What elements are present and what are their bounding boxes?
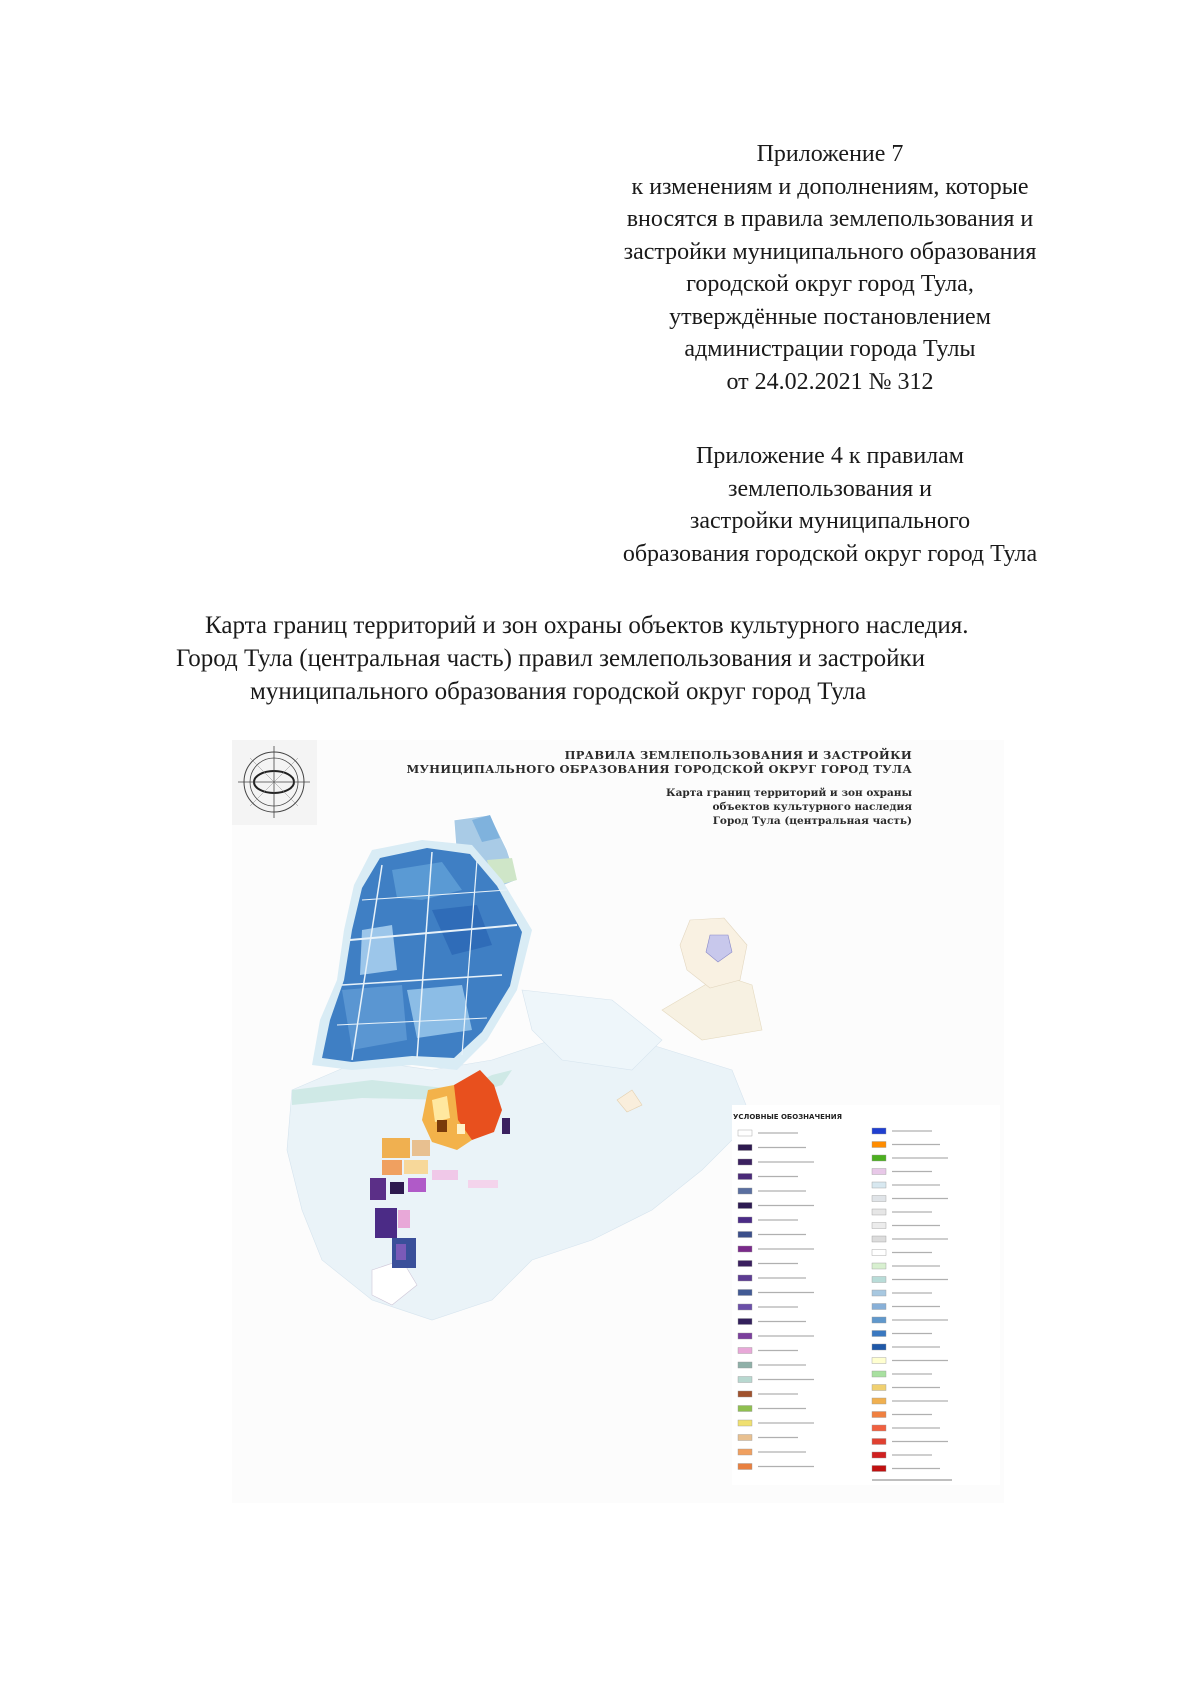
legend-swatch: [872, 1290, 886, 1296]
appendix-7-line: утверждённые постановлением: [669, 303, 991, 330]
compass-rose-icon: [232, 740, 317, 825]
map-sheet-subtitle-line: Город Тула (центральная часть): [712, 815, 912, 827]
legend-swatch: [872, 1155, 886, 1161]
legend-swatch: [872, 1128, 886, 1134]
map-sheet-title-line: МУНИЦИПАЛЬНОГО ОБРАЗОВАНИЯ ГОРОДСКОЙ ОКРУГ ГОРОД ТУЛА: [406, 762, 912, 776]
map-title-line: Город Тула (центральная часть) правил землепользования и застройки: [176, 645, 926, 672]
legend-swatch: [872, 1277, 886, 1283]
legend-swatch: [738, 1174, 752, 1180]
legend-swatch: [872, 1452, 886, 1458]
legend-swatch: [872, 1371, 886, 1377]
legend-swatch: [872, 1196, 886, 1202]
appendix-4-line: Приложение 4 к правилам: [696, 443, 964, 469]
map-drawing: [232, 740, 1004, 1503]
legend-swatch: [872, 1209, 886, 1215]
legend-swatch: [738, 1290, 752, 1296]
legend-heading: УСЛОВНЫЕ ОБОЗНАЧЕНИЯ: [733, 1113, 842, 1121]
legend-swatch: [872, 1439, 886, 1445]
appendix-4-header: [585, 440, 1075, 570]
legend-swatch: [738, 1188, 752, 1194]
map-image: [232, 740, 1004, 1503]
map-sheet-title-line: ПРАВИЛА ЗЕМЛЕПОЛЬЗОВАНИЯ И ЗАСТРОЙКИ: [564, 748, 912, 762]
legend-swatch: [872, 1412, 886, 1418]
appendix-7-line: застройки муниципального образования: [623, 238, 1037, 265]
legend-swatch: [738, 1464, 752, 1470]
legend-swatch: [872, 1304, 886, 1310]
appendix-7-line: Приложение 7: [756, 141, 904, 167]
legend-swatch: [872, 1236, 886, 1242]
appendix-7-line: от 24.02.2021 № 312: [726, 368, 934, 395]
legend-swatch: [738, 1420, 752, 1426]
legend-swatch: [738, 1391, 752, 1397]
legend-swatch: [872, 1344, 886, 1350]
legend-swatch: [738, 1406, 752, 1412]
legend-swatch: [738, 1319, 752, 1325]
map-sheet-title: [406, 748, 912, 776]
legend-swatch: [738, 1377, 752, 1383]
appendix-7-line: к изменениям и дополнениям, которые: [631, 173, 1029, 200]
legend-swatch: [738, 1362, 752, 1368]
legend-swatch: [872, 1425, 886, 1431]
legend-swatch: [738, 1159, 752, 1165]
legend-swatch: [738, 1261, 752, 1267]
appendix-4-line: застройки муниципального: [689, 508, 971, 534]
legend-swatch: [738, 1130, 752, 1136]
legend-swatch: [872, 1358, 886, 1364]
legend-swatch: [738, 1333, 752, 1339]
appendix-7-line: городской округ город Тула,: [686, 271, 974, 297]
legend-swatch: [872, 1466, 886, 1472]
appendix-7-line: вносятся в правила землепользования и: [626, 206, 1034, 232]
legend-swatch: [738, 1435, 752, 1441]
legend-swatch: [872, 1385, 886, 1391]
map-sheet-subtitle: [666, 786, 912, 828]
appendix-4-line: образования городской округ город Тула: [622, 540, 1038, 567]
east-zone: [680, 918, 747, 988]
legend-swatch: [738, 1217, 752, 1223]
legend-swatch: [738, 1203, 752, 1209]
legend-swatch: [872, 1250, 886, 1256]
map-title: [100, 609, 1100, 708]
legend-swatch: [872, 1182, 886, 1188]
legend-swatch: [872, 1263, 886, 1269]
map-sheet-subtitle-line: Карта границ территорий и зон охраны: [666, 787, 912, 799]
appendix-7-header: [585, 138, 1075, 398]
appendix-7-line: администрации города Тулы: [684, 336, 976, 362]
legend-swatch: [872, 1169, 886, 1175]
legend-swatch: [872, 1142, 886, 1148]
map-sheet-subtitle-line: объектов культурного наследия: [712, 801, 912, 813]
legend-swatch: [738, 1449, 752, 1455]
legend-swatch: [738, 1304, 752, 1310]
appendix-4-line: землепользования и: [728, 475, 932, 502]
map-title-line: Карта границ территорий и зон охраны объектов культурного наследия.: [205, 612, 969, 639]
legend-swatch: [738, 1145, 752, 1151]
legend-swatch: [872, 1331, 886, 1337]
legend-swatch: [872, 1317, 886, 1323]
legend-swatch: [738, 1232, 752, 1238]
legend-swatch: [738, 1275, 752, 1281]
legend-swatch: [738, 1348, 752, 1354]
legend-swatch: [872, 1398, 886, 1404]
map-legend: [732, 1105, 1000, 1485]
map-title-line: муниципального образования городской округ город Тула: [250, 678, 867, 705]
legend-swatch: [872, 1223, 886, 1229]
legend-swatch: [738, 1246, 752, 1252]
